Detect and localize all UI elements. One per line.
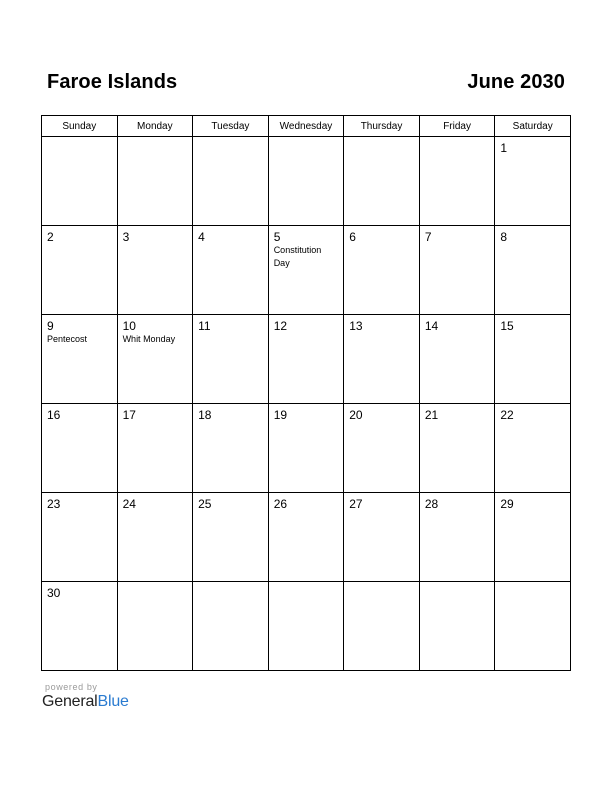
- weekday-header: Friday: [419, 116, 495, 137]
- day-number: 4: [198, 230, 205, 244]
- day-number: 7: [424, 230, 432, 244]
- day-number: 21: [424, 408, 439, 422]
- week-row: [42, 493, 571, 582]
- brand-part-general: General: [42, 693, 98, 710]
- day-number: 17: [122, 408, 136, 422]
- day-cell[interactable]: [117, 493, 193, 582]
- month-year-title: June 2030: [467, 71, 565, 93]
- weekday-header: Saturday: [495, 116, 571, 137]
- day-number: 9: [47, 319, 54, 333]
- holiday-label: Whit Monday: [122, 334, 176, 344]
- day-number: 26: [273, 497, 288, 511]
- empty-day-cell: [193, 137, 269, 226]
- day-cell[interactable]: [42, 315, 118, 404]
- day-number: 8: [500, 230, 508, 244]
- day-number: 14: [424, 319, 439, 333]
- day-cell[interactable]: [193, 226, 269, 315]
- day-number: 6: [349, 230, 356, 244]
- day-number: 24: [122, 497, 136, 511]
- day-cell[interactable]: [268, 404, 344, 493]
- day-number: 15: [500, 319, 514, 333]
- day-number: 12: [273, 319, 288, 333]
- empty-day-cell: [344, 137, 420, 226]
- day-cell[interactable]: [344, 493, 420, 582]
- day-cell[interactable]: [344, 404, 420, 493]
- weekday-header-row: [42, 116, 571, 137]
- day-number: 25: [198, 497, 212, 511]
- day-number: 3: [122, 230, 130, 244]
- day-cell[interactable]: [117, 315, 193, 404]
- day-number: 19: [273, 408, 288, 422]
- day-cell[interactable]: [193, 315, 269, 404]
- day-cell[interactable]: [268, 315, 344, 404]
- powered-by-label: powered by: [45, 682, 98, 692]
- day-cell[interactable]: [419, 226, 495, 315]
- day-cell[interactable]: [268, 493, 344, 582]
- day-cell[interactable]: [344, 226, 420, 315]
- day-cell[interactable]: [117, 404, 193, 493]
- day-cell[interactable]: [268, 226, 344, 315]
- day-cell[interactable]: [42, 404, 118, 493]
- calendar-grid: [41, 115, 571, 671]
- day-number: 20: [349, 408, 363, 422]
- day-cell[interactable]: [42, 493, 118, 582]
- day-cell[interactable]: [419, 315, 495, 404]
- day-cell[interactable]: [193, 493, 269, 582]
- weekday-header: Monday: [117, 116, 193, 137]
- day-number: 5: [273, 230, 281, 244]
- weekday-header: Wednesday: [268, 116, 344, 137]
- generalblue-logo[interactable]: [42, 693, 129, 711]
- day-number: 27: [349, 497, 363, 511]
- day-cell[interactable]: [42, 226, 118, 315]
- weekday-header: Tuesday: [193, 116, 269, 137]
- empty-day-cell: [268, 137, 344, 226]
- holiday-label: Constitution Day: [273, 245, 322, 268]
- holiday-label: Pentecost: [47, 334, 88, 344]
- day-number: 23: [47, 497, 61, 511]
- week-row: [42, 582, 571, 671]
- empty-day-cell: [344, 582, 420, 671]
- empty-day-cell: [419, 582, 495, 671]
- weekday-header: Sunday: [42, 116, 118, 137]
- day-number: 29: [500, 497, 514, 511]
- day-cell[interactable]: [495, 137, 571, 226]
- week-row: [42, 315, 571, 404]
- brand-part-blue: Blue: [97, 693, 129, 710]
- day-number: 2: [47, 230, 54, 244]
- day-number: 13: [349, 319, 363, 333]
- day-cell[interactable]: [42, 582, 118, 671]
- day-cell[interactable]: [117, 226, 193, 315]
- day-cell[interactable]: [495, 493, 571, 582]
- empty-day-cell: [419, 137, 495, 226]
- day-cell[interactable]: [344, 315, 420, 404]
- day-cell[interactable]: [193, 404, 269, 493]
- day-number: 30: [47, 586, 61, 600]
- day-number: 22: [500, 408, 514, 422]
- day-cell[interactable]: [495, 404, 571, 493]
- day-number: 1: [500, 141, 508, 155]
- week-row: [42, 137, 571, 226]
- week-row: [42, 226, 571, 315]
- day-number: 11: [198, 319, 211, 333]
- empty-day-cell: [42, 137, 118, 226]
- weekday-header: Thursday: [344, 116, 420, 137]
- empty-day-cell: [495, 582, 571, 671]
- day-number: 10: [122, 319, 136, 333]
- week-row: [42, 404, 571, 493]
- day-number: 18: [198, 408, 212, 422]
- day-number: 28: [424, 497, 439, 511]
- empty-day-cell: [268, 582, 344, 671]
- empty-day-cell: [193, 582, 269, 671]
- day-cell[interactable]: [495, 226, 571, 315]
- country-title: Faroe Islands: [47, 71, 178, 93]
- empty-day-cell: [117, 582, 193, 671]
- day-number: 16: [47, 408, 61, 422]
- day-cell[interactable]: [419, 493, 495, 582]
- day-cell[interactable]: [419, 404, 495, 493]
- day-cell[interactable]: [495, 315, 571, 404]
- empty-day-cell: [117, 137, 193, 226]
